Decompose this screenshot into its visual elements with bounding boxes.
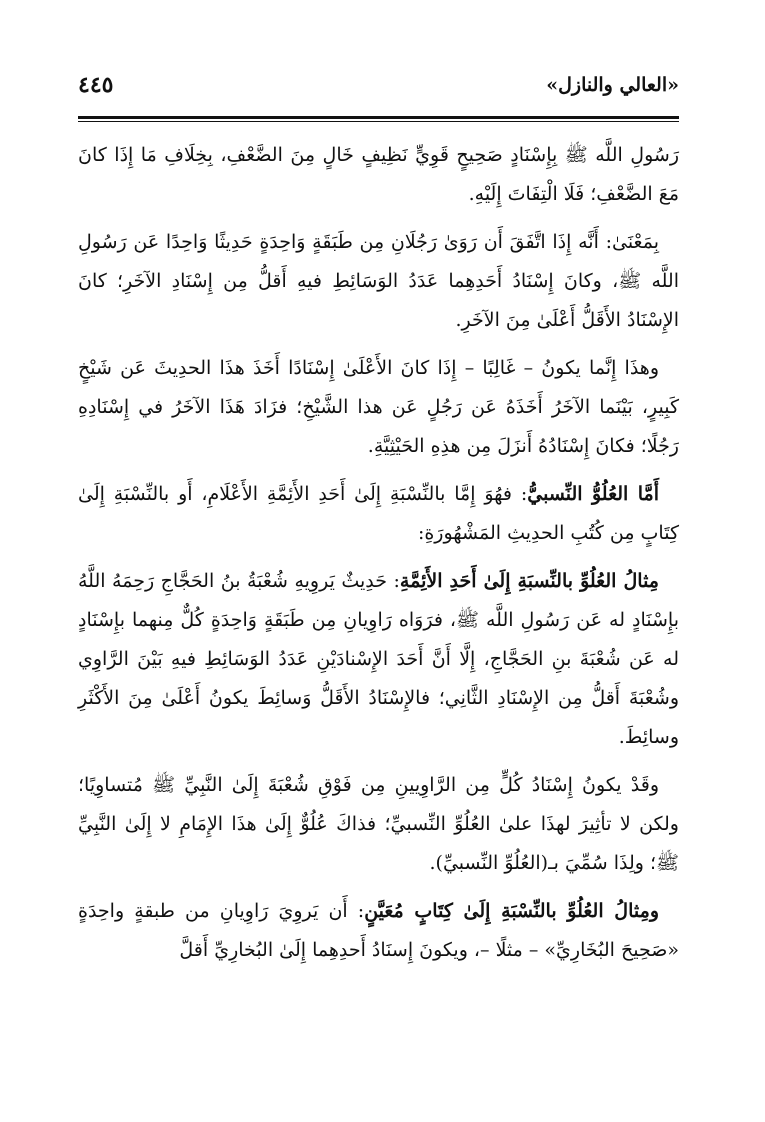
paragraph — [78, 766, 679, 883]
paragraph — [78, 136, 679, 214]
paragraph-text: : أَن يَروِيَ رَاوِيانِ من طبقةٍ واحِدَةٍ «صَحِيحَ البُخَارِيِّ» – مثلًا –، ويكونَ إِسنَادُ أَحدِهِما إِلَىٰ البُخارِيِّ أَقلَّ — [78, 900, 679, 961]
book-page — [78, 0, 679, 1122]
paragraph-text: : فهُوَ إِمَّا بالنِّسْبَةِ إِلَىٰ أَحَدِ الأَئِمَّةِ الأَعْلَامِ، أَو بالنِّسْبَةِ إِلَىٰ كِتَابٍ مِن كُتُبِ الحدِيثِ المَشْهُورَةِ: — [78, 483, 679, 544]
paragraph-text: رَسُولِ اللَّه ﷺ بِإِسْنَادٍ صَحِيحٍ قَوِيٍّ نَظِيفٍ خَالٍ مِنَ الضَّعْفِ، بِخِلَافِ مَا إِذَا كانَ مَعَ الضَّعْفِ؛ فَلَا الْتِفَاتَ إِلَيْهِ. — [78, 144, 679, 205]
paragraph-heading: أَمَّا العُلُوُّ النِّسبيُّ — [527, 483, 660, 505]
page-number: ٤٤٥ — [78, 72, 114, 98]
paragraph-heading: ومِثالُ العُلُوِّ بالنِّسْبَةِ إِلَىٰ كِتَابٍ مُعَيَّنٍ — [364, 900, 659, 922]
paragraph — [78, 223, 679, 340]
paragraph-heading: مِثالُ العُلُوِّ بالنِّسبَةِ إِلَىٰ أَحَدِ الأَئِمَّةِ — [399, 570, 659, 592]
paragraph-text: وهذَا إِنَّما يكونُ – غَالِبًا – إِذَا كانَ الأَعْلَىٰ إِسْنَادًا أَخَذَ هذَا الحدِيثَ عَن شَيْخٍ كَبِيرٍ، بَيْنَما الآخَرُ أَخَذَهُ عَن رَجُلٍ عَن هذا الشَّيْخِ؛ فزَادَ هَذَا الآخَرُ في إِسْنَادِهِ رَجُلًا؛ فكانَ إِسْنَادُهُ أَنزَلَ مِن هذِهِ الحَيْثِيَّةِ. — [78, 357, 679, 457]
paragraph-text: وقَدْ يكونُ إِسْنَادُ كُلٍّ مِن الرَّاوِيينِ مِن فَوْقِ شُعْبَةَ إِلَىٰ النَّبِيِّ ﷺ مُتساوِيًا؛ ولكن لا تأثِيرَ لهذَا علىٰ العُلُوِّ النِّسبيِّ؛ فذاكَ عُلُوٌّ إِلَىٰ هذَا الإِمَامِ لا إِلَىٰ النَّبِيِّ ﷺ؛ ولِذَا سُمِّيَ بـ(العُلُوِّ النِّسبيِّ). — [78, 774, 679, 874]
paragraph — [78, 475, 679, 553]
body-text — [78, 136, 679, 970]
page-header — [78, 70, 679, 110]
paragraph-text: بِمَعْنَىٰ: أَنَّه إِذَا اتَّفَقَ أَن رَوَىٰ رَجُلَانِ مِن طَبَقَةٍ وَاحِدَةٍ حَدِيثًا وَاحِدًا عَن رَسُولِ اللَّه ﷺ، وكانَ إِسْنَادُ أَحَدِهِما عَدَدُ الوَسَائِطِ فيهِ أَقلُّ مِن إِسْنَادِ الآخَرِ؛ كانَ الإِسْنَادُ الأَقَلُّ أَعْلَىٰ مِنَ الآخَرِ. — [78, 231, 679, 331]
running-title: «العالي والنازل» — [546, 74, 679, 96]
paragraph-text: : حَدِيثٌ يَروِيهِ شُعْبَةُ بنُ الحَجَّاجِ رَحِمَهُ اللَّهُ بإِسْنَادٍ له عَن رَسُولِ اللَّه ﷺ، فرَوَاه رَاوِيانِ مِن طَبَقَةٍ وَاحِدَةٍ كُلٌّ مِنهما بإِسْنَادٍ له عَن شُعْبَةَ بنِ الحَجَّاجِ، إِلَّا أَنَّ أَحَدَ الإِسْنادَيْنِ عَدَدُ الوَسَائِطِ فيهِ بَيْنَ الرَّاوِي وشُعْبَةَ أَقلُّ مِن الإِسْنَادِ الثَّانِي؛ فالإِسْنَادُ الأَقَلُّ وَسائِطَ يكونُ أَعْلَىٰ مِنَ الأَكْثَرِ وسائِطَ. — [78, 570, 679, 748]
paragraph — [78, 349, 679, 466]
paragraph — [78, 892, 679, 970]
paragraph — [78, 562, 679, 757]
header-rule — [78, 116, 679, 119]
